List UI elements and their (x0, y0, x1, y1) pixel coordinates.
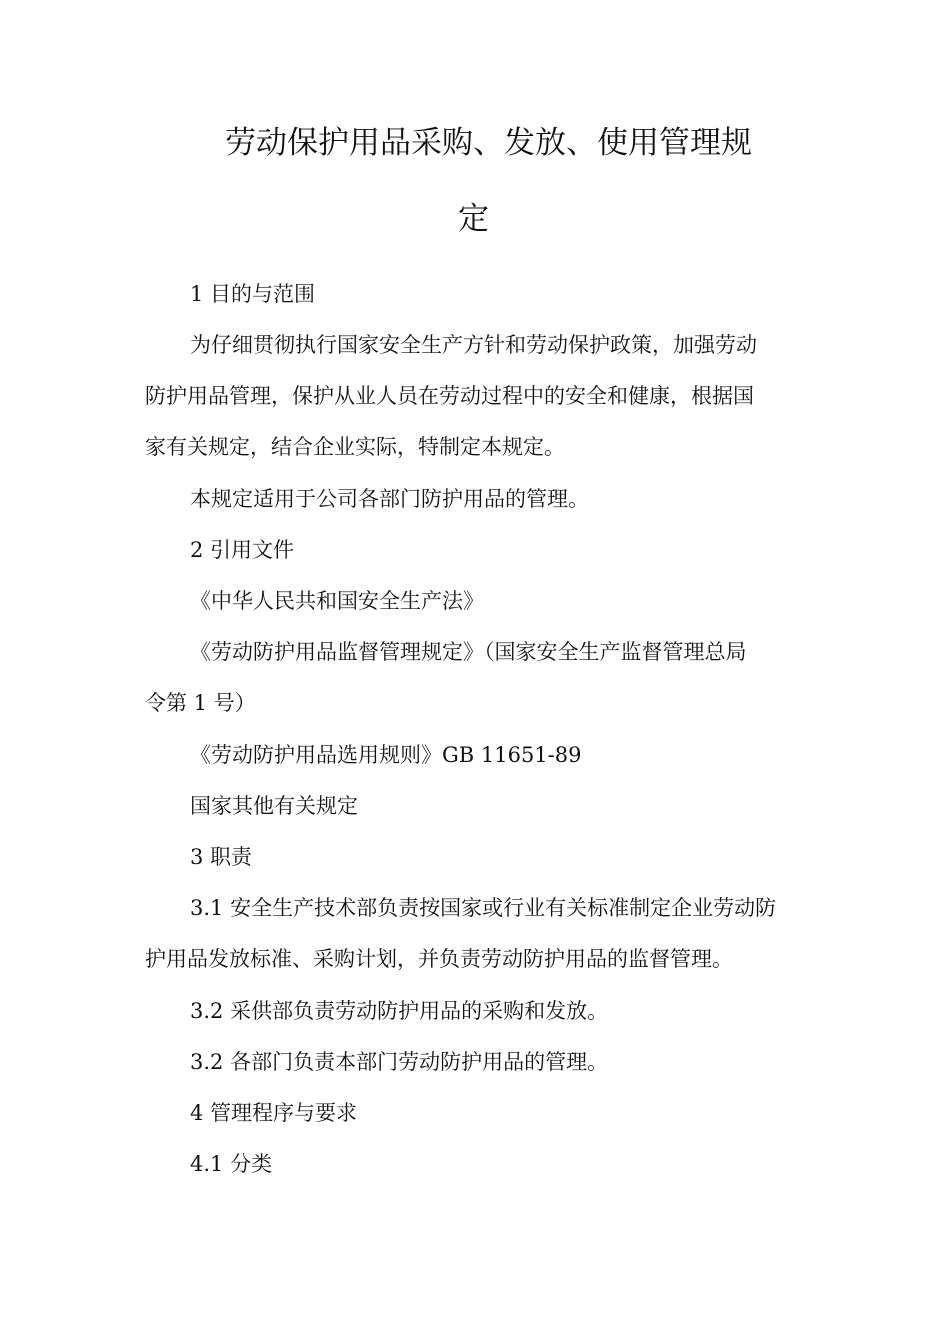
section-heading-references: 2 引用文件 (190, 538, 295, 562)
paragraph-line: 为仔细贯彻执行国家安全生产方针和劳动保护政策，加强劳动 (190, 333, 757, 357)
paragraph-line: 护用品发放标准、采购计划，并负责劳动防护用品的监督管理。 (145, 947, 733, 971)
reference-item: 《中华人民共和国安全生产法》 (190, 589, 484, 613)
paragraph-line: 3.1 安全生产技术部负责按国家或行业有关标准制定企业劳动防 (190, 896, 777, 920)
section-heading-procedures: 4 管理程序与要求 (190, 1101, 358, 1125)
section-heading-responsibilities: 3 职责 (190, 845, 253, 869)
reference-item: 《劳动防护用品选用规则》GB 11651-89 (190, 743, 582, 767)
reference-item: 《劳动防护用品监督管理规定》（国家安全生产监督管理总局 (190, 640, 747, 664)
paragraph-line: 家有关规定，结合企业实际，特制定本规定。 (145, 435, 565, 459)
document-title-line-2: 定 (458, 201, 489, 237)
paragraph-line: 3.2 各部门负责本部门劳动防护用品的管理。 (190, 1050, 609, 1074)
document-title-line-1: 劳动保护用品采购、发放、使用管理规 (225, 125, 752, 161)
subsection-heading-classification: 4.1 分类 (190, 1152, 273, 1176)
reference-item: 国家其他有关规定 (190, 794, 358, 818)
paragraph-line: 本规定适用于公司各部门防护用品的管理。 (190, 487, 589, 511)
paragraph-line: 防护用品管理，保护从业人员在劳动过程中的安全和健康，根据国 (145, 384, 754, 408)
reference-item-continued: 令第 1 号） (145, 691, 256, 715)
section-heading-purpose: 1 目的与范围 (190, 282, 316, 306)
paragraph-line: 3.2 采供部负责劳动防护用品的采购和发放。 (190, 999, 609, 1023)
